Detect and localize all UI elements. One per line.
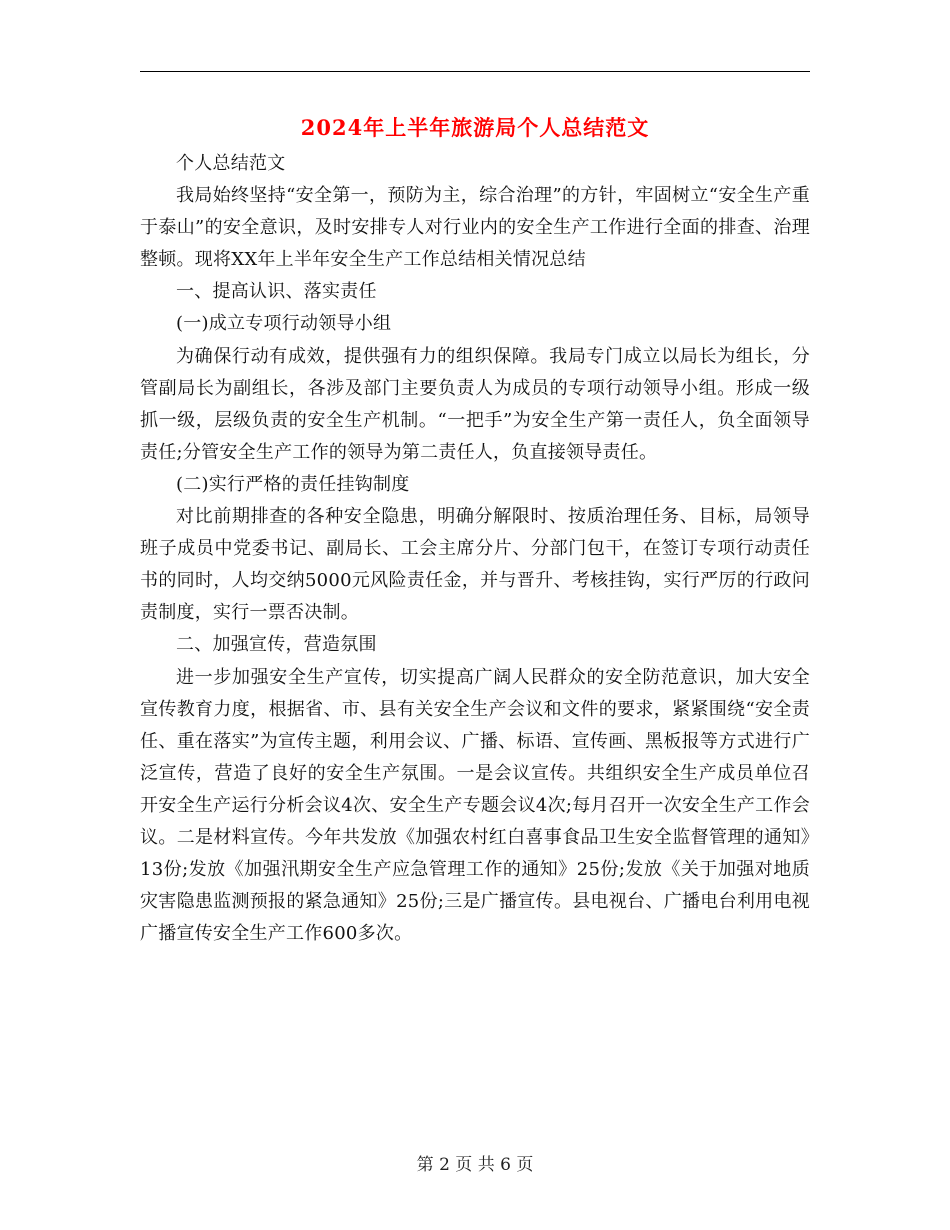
document-body xyxy=(140,148,810,950)
subsection-heading-2: (二)实行严格的责任挂钩制度 xyxy=(176,473,410,495)
document-title: 2024年上半年旅游局个人总结范文 xyxy=(300,115,650,140)
header-rule xyxy=(140,71,810,72)
paragraph-intro: 我局始终坚持“安全第一，预防为主，综合治理”的方针，牢固树立“安全生产重于泰山”的安全意识，及时安排专人对行业内的安全生产工作进行全面的排查、治理整顿。现将XX年上半年安全生产工作总结相关情况总结 xyxy=(140,185,810,271)
subsection-heading-1: (一)成立专项行动领导小组 xyxy=(176,313,392,335)
paragraph-subtitle: 个人总结范文 xyxy=(176,153,286,174)
paragraph-responsibility: 对比前期排查的各种安全隐患，明确分解限时、按质治理任务、目标，局领导班子成员中党委书记、副局长、工会主席分片、分部门包干，在签订专项行动责任书的同时，人均交纳5000元风险责任金，并与晋升、考核挂钩，实行严厉的行政问责制度，实行一票否决制。 xyxy=(140,506,810,624)
page-number-footer: 第 2 页 共 6 页 xyxy=(416,1155,534,1175)
paragraph-leading-group: 为确保行动有成效，提供强有力的组织保障。我局专门成立以局长为组长，分管副局长为副组长，各涉及部门主要负责人为成员的专项行动领导小组。形成一级抓一级，层级负责的安全生产机制。“一把手”为安全生产第一责任人，负全面领导责任;分管安全生产工作的领导为第二责任人，负直接领导责任。 xyxy=(140,345,810,463)
paragraph-publicity: 进一步加强安全生产宣传，切实提高广阔人民群众的安全防范意识，加大安全宣传教育力度，根据省、市、县有关安全生产会议和文件的要求，紧紧围绕“安全责任、重在落实”为宣传主题，利用会议、广播、标语、宣传画、黑板报等方式进行广泛宣传，营造了良好的安全生产氛围。一是会议宣传。共组织安全生产成员单位召开安全生产运行分析会议4次、安全生产专题会议4次;每月召开一次安全生产工作会议。二是材料宣传。今年共发放《加强农村红白喜事食品卫生安全监督管理的通知》13份;发放《加强汛期安全生产应急管理工作的通知》25份;发放《关于加强对地质灾害隐患监测预报的紧急通知》25份;三是广播宣传。县电视台、广播电台利用电视广播宣传安全生产工作600多次。 xyxy=(140,666,810,945)
section-heading-1: 一、提高认识、落实责任 xyxy=(176,281,377,303)
section-heading-2: 二、加强宣传，营造氛围 xyxy=(176,634,377,656)
